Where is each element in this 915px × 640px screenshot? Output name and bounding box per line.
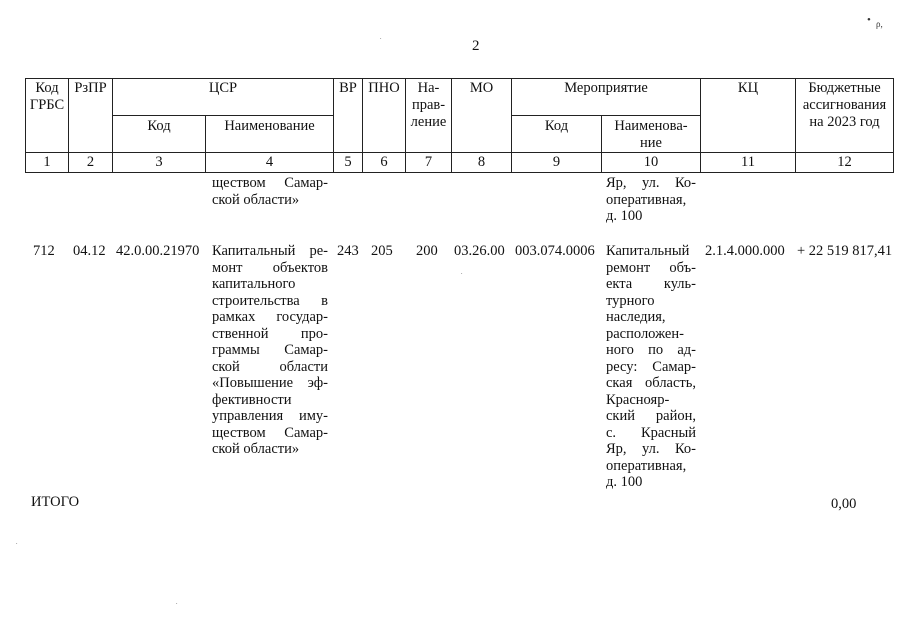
column-number: 10	[643, 154, 659, 170]
row-grbs: 712	[33, 243, 55, 259]
scan-speck: .	[380, 35, 382, 41]
row-vr: 243	[337, 243, 359, 259]
header-kod-grbs: Код ГРБС	[29, 80, 65, 113]
row-csr-kod: 42.0.00.21970	[116, 243, 200, 259]
header-meropriyatie: Мероприятие	[564, 80, 648, 96]
header-csr: ЦСР	[208, 80, 238, 96]
column-number: 12	[837, 154, 852, 170]
page-number: 2	[472, 38, 480, 54]
column-number: 5	[344, 154, 352, 170]
column-number: 3	[155, 154, 163, 170]
total-label: ИТОГО	[31, 494, 80, 510]
row-amount: + 22 519 817,41	[797, 243, 893, 259]
header-mo: МО	[469, 80, 494, 96]
column-number: 11	[741, 154, 755, 170]
row-csr-name: Капитальный ре- монт объектов капитального строительства в рамках государ- ственной про- граммы Самар- ской области «Повышение эф- фективности управления иму- ществом Самар- ской области»	[212, 243, 328, 457]
header-meropr-name: Наименова- ние	[614, 118, 688, 151]
column-number: 4	[265, 154, 274, 170]
header-rzpr: РзПР	[74, 80, 107, 96]
header-csr-kod: Код	[147, 118, 171, 134]
column-number: 7	[424, 154, 433, 170]
header-budget: Бюджетные ассигнования на 2023 год	[802, 80, 887, 130]
scan-mark: •	[867, 14, 871, 26]
header-meropr-kod: Код	[544, 118, 569, 134]
row-napravlenie: 200	[416, 243, 438, 259]
total-value: 0,00	[831, 496, 857, 512]
scan-speck: .	[461, 270, 463, 276]
header-kc: КЦ	[737, 80, 759, 96]
row-meropr-name: Капитальный ремонт объ- екта куль- турного наследия, расположен- ного по ад- ресу: Самар- ская область, Краснояр- ский район, с. Красный Яр, ул. Ко- оперативная, д. 100	[606, 243, 696, 490]
column-number: 9	[552, 154, 561, 170]
row-meropr-kod: 003.074.0006	[515, 243, 595, 259]
row-rzpr: 04.12	[73, 243, 106, 259]
header-napravlenie: На- прав- ление	[410, 80, 447, 130]
meropr-name-continuation: Яр, ул. Ко- оперативная, д. 100	[606, 175, 696, 224]
header-pno: ПНО	[368, 80, 400, 96]
header-csr-name: Наименование	[224, 118, 315, 134]
column-number: 8	[477, 154, 486, 170]
scan-mark-2: ρ,	[876, 19, 883, 29]
row-mo: 03.26.00	[454, 243, 505, 259]
row-pno: 205	[371, 243, 393, 259]
scan-speck: .	[16, 540, 18, 546]
scan-speck: .	[176, 600, 178, 606]
row-kc: 2.1.4.000.000	[705, 243, 785, 259]
csr-name-continuation: ществом Самар- ской области»	[212, 175, 328, 208]
column-number: 1	[43, 154, 51, 170]
column-number: 2	[86, 154, 95, 170]
header-vr: ВР	[339, 80, 357, 96]
column-number: 6	[380, 154, 388, 170]
